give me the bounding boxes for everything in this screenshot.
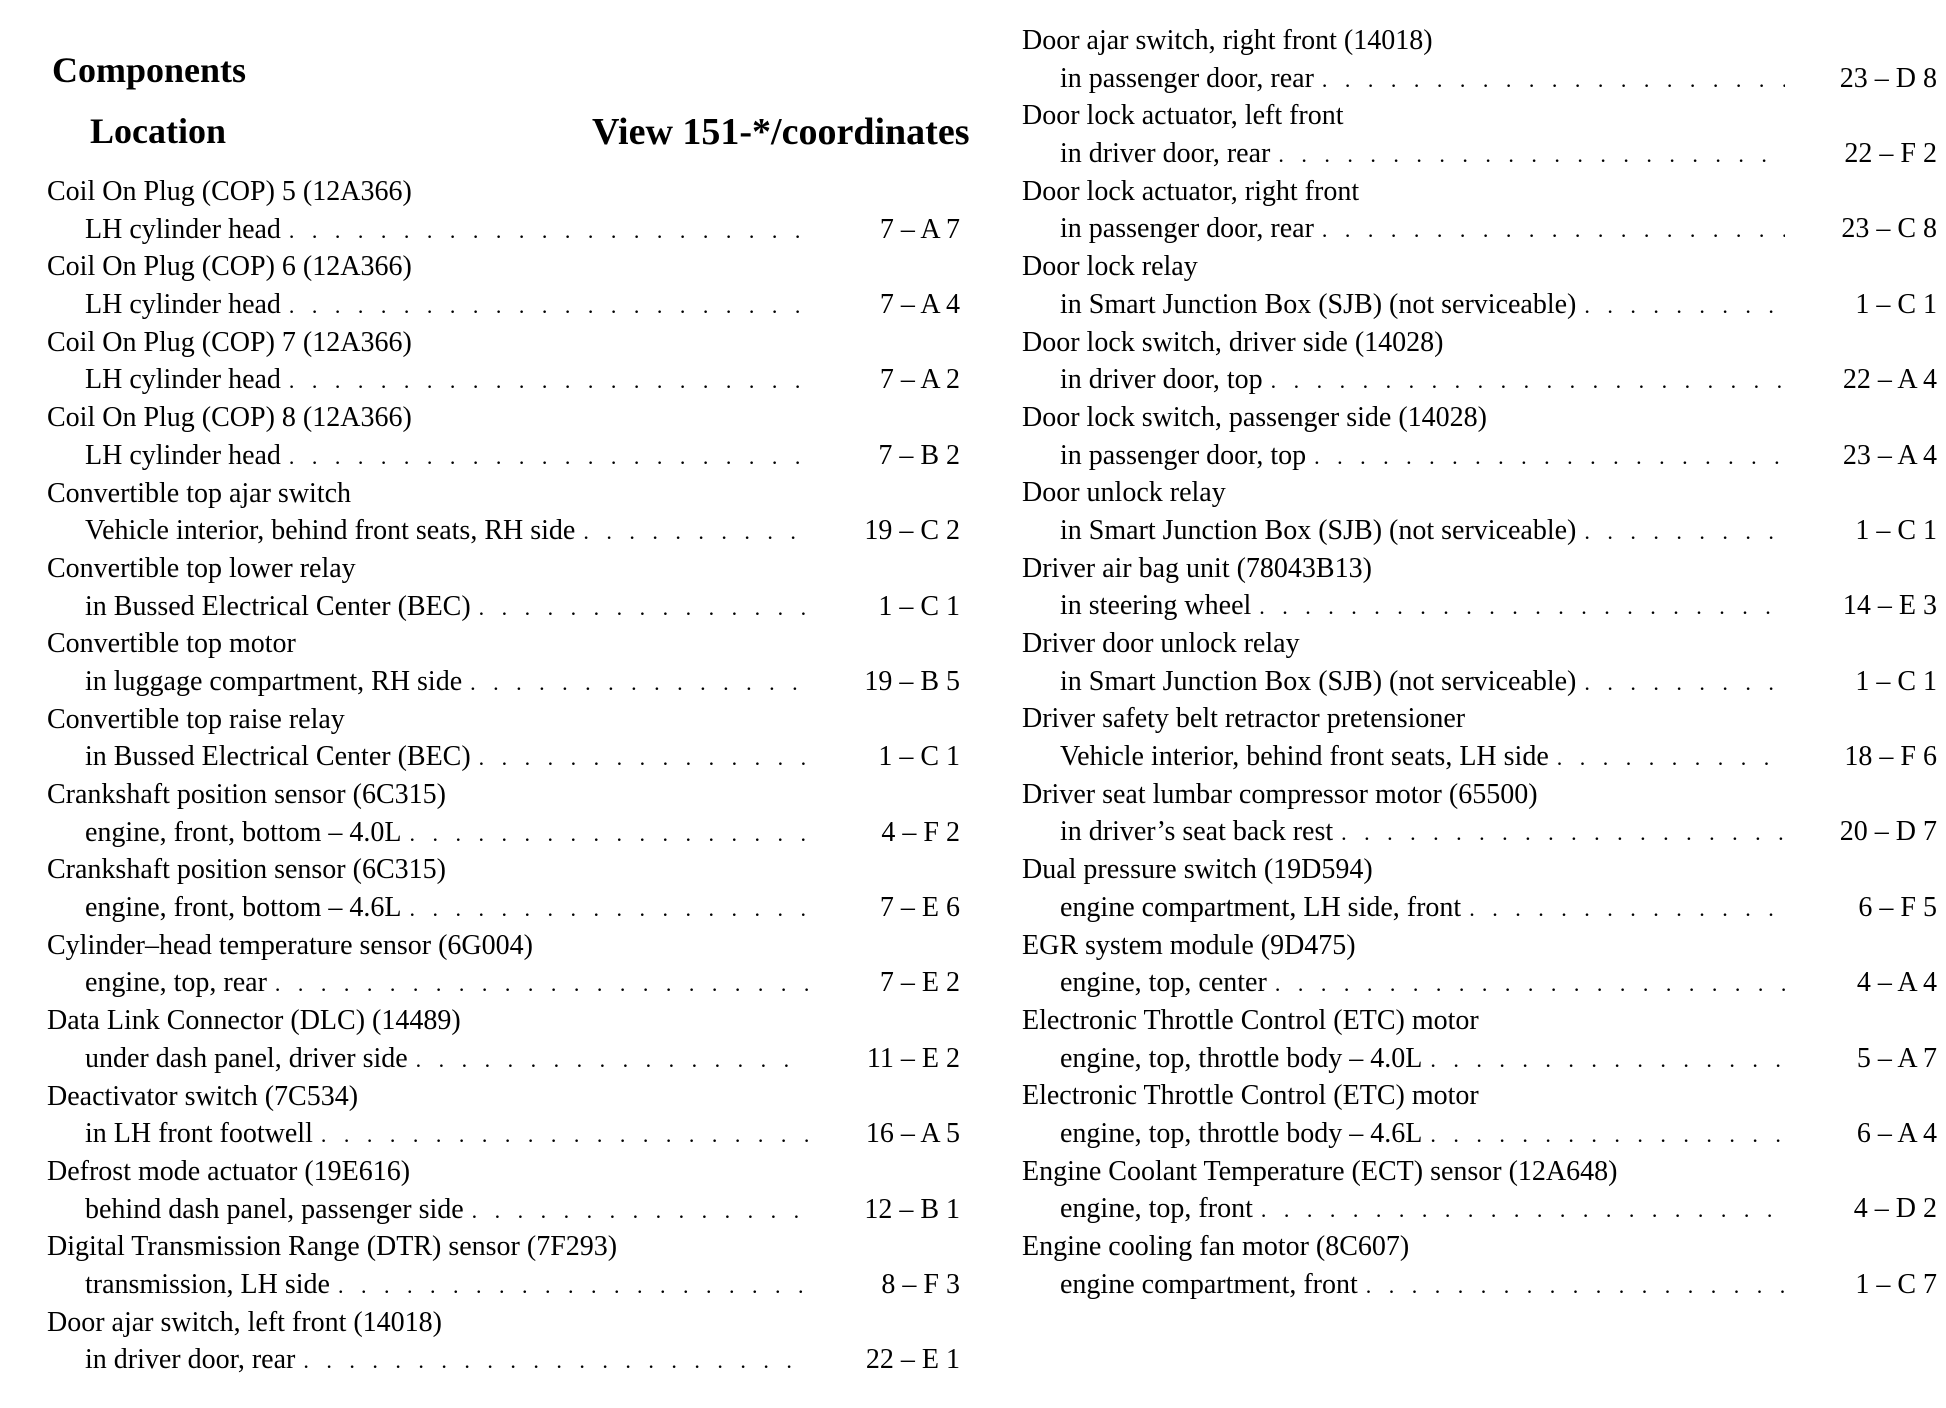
component-name: Defrost mode actuator (19E616) (47, 1155, 411, 1187)
component-location-row (1022, 512, 1937, 550)
dot-leader (1261, 1191, 1785, 1229)
view-coordinate: 4 – F 2 (881, 816, 960, 848)
view-coordinate: 7 – E 6 (879, 892, 960, 924)
component-entry (47, 475, 960, 550)
component-entry (47, 173, 960, 248)
component-name: Driver air bag unit (78043B13) (1022, 552, 1372, 584)
component-name: Crankshaft position sensor (6C315) (47, 779, 446, 810)
component-location: in passenger door, rear (1060, 213, 1314, 245)
component-location-row (1022, 587, 1937, 625)
component-location-row (47, 588, 960, 626)
component-location: under dash panel, driver side (85, 1042, 408, 1074)
component-name: Door unlock relay (1022, 477, 1226, 509)
component-name: Dual pressure switch (19D594) (1022, 854, 1373, 886)
dot-leader (1271, 362, 1785, 400)
component-location: behind dash panel, passenger side (85, 1193, 464, 1225)
left-component-column (47, 173, 960, 1379)
component-name: Coil On Plug (COP) 6 (12A366) (47, 251, 412, 283)
component-entry (47, 927, 960, 1002)
dot-leader (1275, 965, 1785, 1003)
component-location-row (1022, 1266, 1937, 1304)
component-entry (1022, 776, 1937, 851)
view-coordinate: 22 – E 1 (865, 1344, 960, 1376)
component-location: in Bussed Electrical Center (BEC) (85, 590, 471, 622)
component-location-row (1022, 135, 1937, 173)
view-coordinate: 16 – A 5 (865, 1118, 960, 1150)
component-entry (1022, 851, 1937, 926)
dot-leader (1557, 739, 1785, 777)
component-location-row (47, 663, 960, 701)
component-location: engine compartment, LH side, front (1060, 891, 1462, 923)
component-location: LH cylinder head (85, 364, 281, 396)
component-location: engine compartment, front (1060, 1268, 1358, 1300)
component-location-row (47, 512, 960, 550)
component-entry (1022, 22, 1937, 97)
component-name: Door lock relay (1022, 251, 1198, 283)
component-entry (47, 1078, 960, 1153)
dot-leader (472, 1192, 808, 1230)
view-coordinate: 5 – A 7 (1856, 1042, 1937, 1074)
view-coordinate: 22 – A 4 (1842, 364, 1937, 396)
dot-leader (410, 890, 808, 928)
component-entry (1022, 324, 1937, 399)
component-name: EGR system module (9D475) (1022, 929, 1356, 961)
component-name: Door lock switch, passenger side (14028) (1022, 401, 1488, 433)
dot-leader (1322, 211, 1785, 249)
component-entry (1022, 1077, 1937, 1152)
component-name: Door lock actuator, right front (1022, 175, 1360, 207)
component-location: in driver’s seat back rest (1060, 816, 1334, 848)
component-entry (1022, 1228, 1937, 1303)
view-coordinate: 11 – E 2 (866, 1042, 960, 1074)
component-name: Engine cooling fan motor (8C607) (1022, 1231, 1410, 1262)
component-name: Door ajar switch, left front (14018) (47, 1306, 442, 1338)
component-name: Coil On Plug (COP) 7 (12A366) (47, 326, 412, 358)
component-entry (47, 625, 960, 700)
component-location: in Smart Junction Box (SJB) (not serviceable) (1060, 665, 1577, 697)
component-location: LH cylinder head (85, 439, 281, 471)
view-coordinate: 23 – A 4 (1842, 439, 1937, 471)
component-location: engine, front, bottom – 4.0L (85, 816, 402, 848)
component-entry (1022, 700, 1937, 775)
component-location-row (1022, 210, 1937, 248)
location-column-heading: Location (90, 111, 227, 151)
dot-leader (1584, 287, 1785, 325)
component-location: in Bussed Electrical Center (BEC) (85, 741, 471, 773)
component-location: engine, front, bottom – 4.6L (85, 892, 402, 924)
section-title: Components (52, 50, 247, 90)
dot-leader (1584, 664, 1785, 702)
view-coordinate: 4 – A 4 (1856, 967, 1937, 999)
component-name: Cylinder–head temperature sensor (6G004) (47, 929, 533, 961)
view-coordinate: 1 – C 1 (1855, 514, 1937, 546)
component-entry (1022, 625, 1937, 700)
dot-leader (1259, 588, 1785, 626)
component-location: in passenger door, rear (1060, 62, 1314, 94)
component-location: in steering wheel (1060, 590, 1252, 622)
dot-leader (1430, 1116, 1785, 1154)
dot-leader (1584, 513, 1785, 551)
component-name: Coil On Plug (COP) 8 (12A366) (47, 402, 412, 434)
view-coordinate: 22 – F 2 (1844, 138, 1937, 170)
component-location: Vehicle interior, behind front seats, LH side (1060, 741, 1549, 773)
component-location: in passenger door, top (1060, 439, 1307, 471)
component-entry (47, 851, 960, 926)
component-name: Digital Transmission Range (DTR) sensor (7F293) (47, 1231, 618, 1263)
component-name: Engine Coolant Temperature (ECT) sensor (12A648) (1022, 1155, 1618, 1187)
view-coordinate: 4 – D 2 (1853, 1193, 1937, 1225)
component-location: in luggage compartment, RH side (85, 665, 463, 697)
component-location-row (1022, 1190, 1937, 1228)
component-entry (1022, 399, 1937, 474)
component-location: LH cylinder head (85, 213, 281, 245)
component-name: Data Link Connector (DLC) (14489) (47, 1005, 461, 1037)
view-coordinate: 7 – E 2 (879, 967, 960, 999)
component-location: in driver door, top (1060, 364, 1263, 396)
component-location: engine, top, throttle body – 4.6L (1060, 1117, 1423, 1149)
component-location-row (47, 437, 960, 475)
component-entry (1022, 1002, 1937, 1077)
component-location-row (1022, 286, 1937, 324)
component-location-row (47, 286, 960, 324)
component-entry (47, 324, 960, 399)
component-location-row (1022, 738, 1937, 776)
component-location-row (47, 1115, 960, 1153)
component-location: in driver door, rear (85, 1344, 296, 1376)
dot-leader (479, 589, 808, 627)
view-coordinate: 7 – B 2 (878, 439, 960, 471)
component-entry (47, 701, 960, 776)
component-entry (47, 1228, 960, 1303)
view-coordinate: 1 – C 1 (878, 741, 960, 773)
dot-leader (416, 1041, 808, 1079)
component-name: Convertible top raise relay (47, 703, 345, 735)
dot-leader (275, 965, 808, 1003)
view-coordinate: 14 – E 3 (1842, 590, 1937, 622)
component-location: in Smart Junction Box (SJB) (not serviceable) (1060, 514, 1577, 546)
component-entry (1022, 474, 1937, 549)
right-component-column (1022, 22, 1937, 1303)
dot-leader (1366, 1267, 1785, 1305)
view-coordinate: 6 – A 4 (1856, 1117, 1937, 1149)
view-coordinate: 18 – F 6 (1844, 741, 1937, 773)
component-location-row (47, 889, 960, 927)
component-name: Electronic Throttle Control (ETC) motor (1022, 1004, 1479, 1036)
view-coordinate: 23 – D 8 (1839, 62, 1937, 94)
view-coordinate: 6 – F 5 (1858, 891, 1937, 923)
view-coordinate: 8 – F 3 (881, 1268, 960, 1300)
component-location-row (1022, 60, 1937, 98)
component-location-row (47, 1040, 960, 1078)
component-location: engine, top, center (1060, 967, 1267, 999)
view-coordinate: 20 – D 7 (1839, 816, 1937, 848)
component-entry (1022, 550, 1937, 625)
view-coordinate: 19 – C 2 (864, 515, 960, 547)
component-location-row (1022, 889, 1937, 927)
component-name: Driver safety belt retractor pretensioner (1022, 703, 1466, 735)
view-coordinate: 1 – C 1 (1855, 665, 1937, 697)
component-location-row (47, 1266, 960, 1304)
component-name: Door lock actuator, left front (1022, 100, 1344, 132)
component-location: engine, top, rear (85, 967, 267, 999)
component-entry (1022, 173, 1937, 248)
component-location-row (1022, 1040, 1937, 1078)
view-coordinate: 12 – B 1 (864, 1193, 960, 1225)
component-name: Door lock switch, driver side (14028) (1022, 326, 1444, 358)
component-location: LH cylinder head (85, 289, 281, 321)
component-location-row (47, 361, 960, 399)
component-entry (47, 550, 960, 625)
component-location: engine, top, throttle body – 4.0L (1060, 1042, 1423, 1074)
component-entry (1022, 927, 1937, 1002)
view-coordinate: 7 – A 2 (879, 364, 960, 396)
view-coordinate: 7 – A 7 (879, 213, 960, 245)
component-location-row (47, 814, 960, 852)
component-location: Vehicle interior, behind front seats, RH side (85, 515, 576, 547)
dot-leader (303, 1342, 808, 1380)
component-location-row (1022, 663, 1937, 701)
component-name: Coil On Plug (COP) 5 (12A366) (47, 176, 412, 207)
component-location-row (1022, 1115, 1937, 1153)
dot-leader (1278, 136, 1785, 174)
component-name: Crankshaft position sensor (6C315) (47, 854, 446, 886)
component-entry (47, 1002, 960, 1077)
component-name: Driver seat lumbar compressor motor (65500) (1022, 778, 1538, 810)
component-location-row (47, 1341, 960, 1379)
component-entry (47, 776, 960, 851)
component-location-row (1022, 437, 1937, 475)
component-name: Electronic Throttle Control (ETC) motor (1022, 1080, 1479, 1112)
dot-leader (1469, 890, 1785, 928)
component-location-row (47, 738, 960, 776)
dot-leader (470, 664, 808, 702)
component-location: engine, top, front (1060, 1193, 1253, 1225)
component-location: in LH front footwell (85, 1118, 313, 1150)
component-location-row (1022, 964, 1937, 1002)
dot-leader (410, 815, 808, 853)
component-entry (47, 248, 960, 323)
component-name: Deactivator switch (7C534) (47, 1080, 359, 1112)
view-coordinate: 19 – B 5 (864, 665, 960, 697)
component-location-row (47, 1191, 960, 1229)
view-coordinate: 1 – C 1 (1855, 288, 1937, 320)
component-name: Convertible top ajar switch (47, 477, 352, 509)
component-entry (1022, 1153, 1937, 1228)
dot-leader (1322, 61, 1785, 99)
component-name: Door ajar switch, right front (14018) (1022, 25, 1433, 56)
component-location: in driver door, rear (1060, 138, 1271, 170)
dot-leader (1341, 814, 1785, 852)
dot-leader (289, 287, 808, 325)
view-coordinate: 7 – A 4 (879, 289, 960, 321)
component-location-row (47, 964, 960, 1002)
dot-leader (338, 1267, 808, 1305)
dot-leader (479, 739, 808, 777)
dot-leader (1430, 1041, 1785, 1079)
dot-leader (583, 513, 808, 551)
dot-leader (289, 362, 808, 400)
component-name: Convertible top lower relay (47, 552, 356, 584)
view-coordinate: 1 – C 7 (1855, 1268, 1937, 1300)
component-location-row (47, 211, 960, 249)
dot-leader (289, 212, 808, 250)
view-coordinate: 1 – C 1 (878, 590, 960, 622)
component-location: in Smart Junction Box (SJB) (not serviceable) (1060, 288, 1577, 320)
component-name: Driver door unlock relay (1022, 628, 1300, 659)
component-entry (1022, 248, 1937, 323)
component-entry (47, 1304, 960, 1379)
component-location-row (1022, 361, 1937, 399)
view-coordinate: 23 – C 8 (1841, 213, 1937, 245)
dot-leader (321, 1116, 808, 1154)
dot-leader (1314, 438, 1785, 476)
component-entry (1022, 97, 1937, 172)
view-coordinates-column-heading: View 151-*/coordinates (592, 111, 970, 153)
dot-leader (289, 438, 808, 476)
component-entry (47, 399, 960, 474)
component-name: Convertible top motor (47, 628, 296, 660)
component-entry (47, 1153, 960, 1228)
component-location: transmission, LH side (85, 1268, 330, 1300)
component-location-row (1022, 813, 1937, 851)
